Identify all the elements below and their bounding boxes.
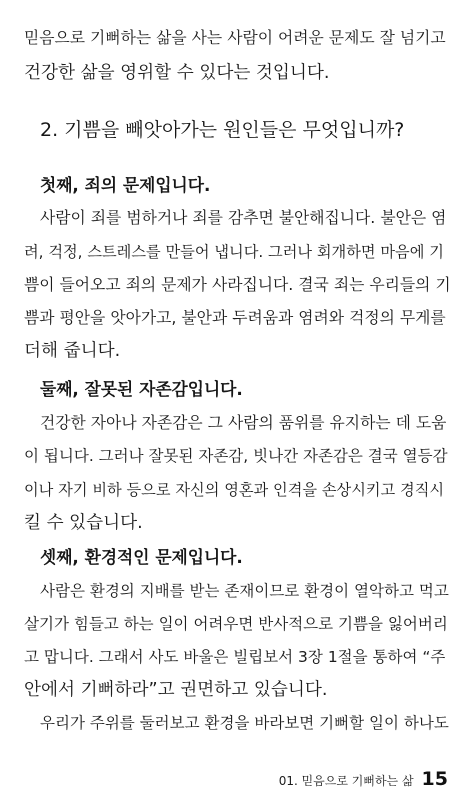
paragraph-line: 안에서 기뻐하라”고 권면하고 있습니다. (24, 680, 328, 700)
subheading-first: 첫째, 죄의 문제입니다. (40, 175, 211, 195)
paragraph-line: 사람이 죄를 범하거나 죄를 감추면 불안해집니다. 불안은 염 (40, 208, 447, 227)
paragraph-line: 건강한 자아나 자존감은 그 사람의 품위를 유지하는 데 도움 (40, 413, 447, 432)
subheading-second: 둘째, 잘못된 자존감입니다. (40, 379, 243, 399)
paragraph-line: 더해 줍니다. (24, 341, 121, 361)
paragraph-line: 려, 걱정, 스트레스를 만들어 냅니다. 그러나 회개하면 마음에 기 (24, 243, 444, 261)
subheading-third: 셋째, 환경적인 문제입니다. (40, 547, 243, 567)
section-heading: 2. 기쁨을 빼앗아가는 원인들은 무엇입니까? (40, 119, 405, 141)
intro-line-1: 믿음으로 기뻐하는 삶을 사는 사람이 어려운 문제도 잘 넘기고 (24, 28, 446, 47)
chapter-title: 01. 믿음으로 기뻐하는 삶 (278, 774, 414, 788)
page-number: 15 (421, 768, 448, 790)
paragraph-line: 쁨과 평안을 앗아가고, 불안과 두려움과 염려와 걱정의 무게를 (24, 308, 446, 327)
paragraph-line: 쁨이 들어오고 죄의 문제가 사라집니다. 결국 죄는 우리들의 기 (24, 275, 451, 294)
page-footer (279, 768, 448, 790)
paragraph-line: 사람은 환경의 지배를 받는 존재이므로 환경이 열악하고 먹고 (40, 582, 449, 600)
paragraph-line: 우리가 주위를 둘러보고 환경을 바라보면 기뻐할 일이 하나도 (40, 714, 449, 732)
intro-line-2: 건강한 삶을 영위할 수 있다는 것입니다. (24, 63, 330, 83)
paragraph-line: 고 맙니다. 그래서 사도 바울은 빌립보서 3장 1절을 통하여 “주 (24, 648, 446, 666)
paragraph-line: 킬 수 있습니다. (24, 513, 143, 533)
paragraph-line: 살기가 힘들고 하는 일이 어려우면 반사적으로 기쁨을 잃어버리 (24, 615, 448, 633)
paragraph-line: 이나 자기 비하 등으로 자신의 영혼과 인격을 손상시키고 경직시 (24, 481, 445, 499)
paragraph-line: 이 됩니다. 그러나 잘못된 자존감, 빗나간 자존감은 결국 열등감 (24, 447, 448, 465)
